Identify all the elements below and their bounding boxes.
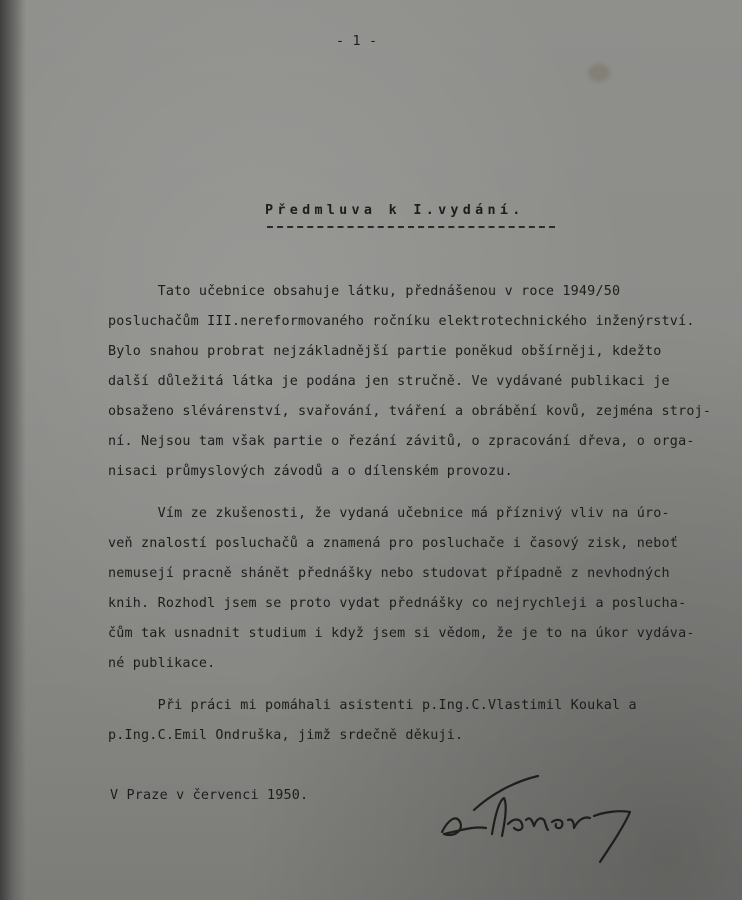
text-line: Při práci mi pomáhali asistenti p.Ing.C.Vlastimil Koukal a <box>108 698 637 713</box>
text-line: nemusejí pracně shánět přednášky nebo studovat případně z nevhodných <box>108 566 670 581</box>
text-line: p.Ing.C.Emil Ondruška, jimž srdečně děkuji. <box>108 728 464 743</box>
handwritten-signature <box>434 770 644 870</box>
page-number: - 1 - <box>336 34 378 49</box>
text-line: né publikace. <box>108 656 216 671</box>
paper-stain <box>588 64 610 82</box>
text-line: posluchačům III.nereformovaného ročníku elektrotechnického inženýrství. <box>108 314 695 329</box>
text-line: Tato učebnice obsahuje látku, přednášenou v roce 1949/50 <box>108 284 621 299</box>
text-line: ní. Nejsou tam však partie o řezání závitů, o zpracování dřeva, o orga- <box>108 434 695 449</box>
place-date: V Praze v červenci 1950. <box>110 788 309 803</box>
binding-shadow <box>0 0 26 900</box>
text-line: obsaženo slévárenství, svařování, tváření a obrábění kovů, zejména stroj- <box>108 404 712 419</box>
title-underline <box>267 226 555 228</box>
preface-body <box>108 284 712 743</box>
text-line: knih. Rozhodl jsem se proto vydat přednášky co nejrychleji a posluchа- <box>108 596 687 611</box>
text-line: nisaci průmyslových závodů a o dílenském provozu. <box>108 464 513 479</box>
text-line: Vím ze zkušenosti, že vydaná učebnice má příznivý vliv na úro- <box>108 506 670 521</box>
text-line: čům tak usnadnit studium i když jsem si vědom, že je to na úkor vydáva- <box>108 626 695 641</box>
page-title: Předmluva k I.vydání. <box>265 203 525 218</box>
text-line: Bylo snahou probrat nejzákladnější partie poněkud obšírněji, kdežto <box>108 344 662 359</box>
text-line: veň znalostí posluchačů a znamená pro posluchače i časový zisk, neboť <box>108 536 679 551</box>
text-line: další důležitá látka je podána jen stručně. Ve vydávané publikaci je <box>108 374 670 389</box>
